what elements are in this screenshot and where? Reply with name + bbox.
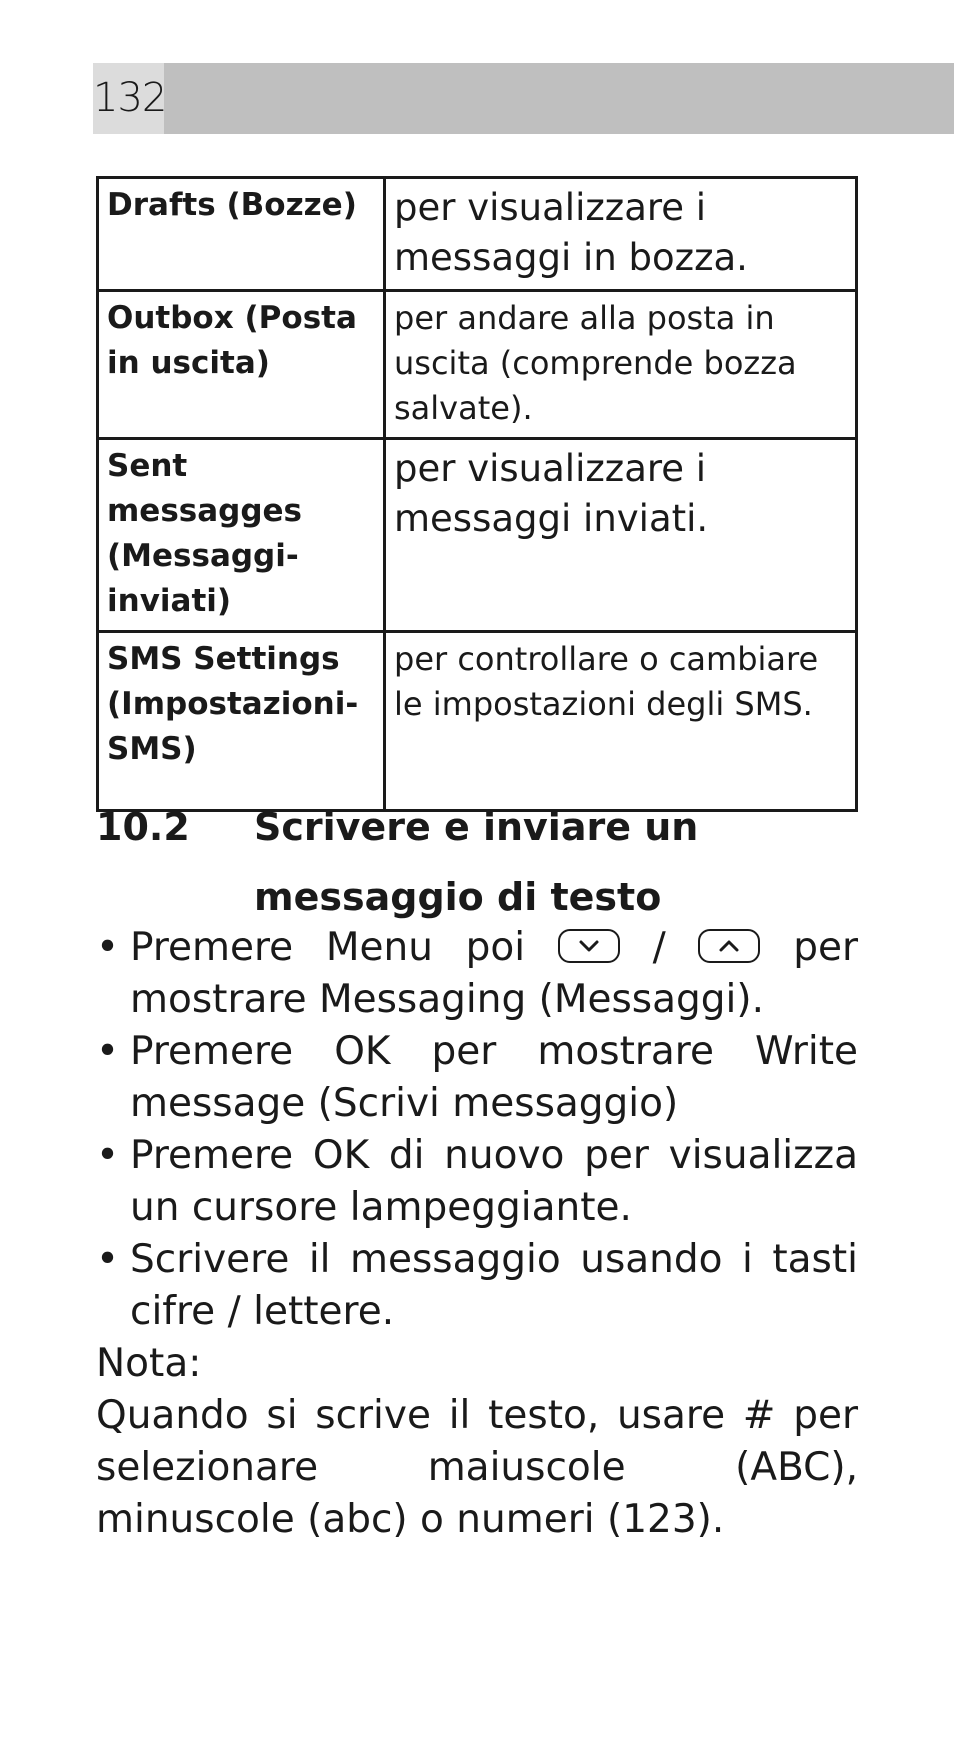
menu-item-description: per andare alla posta in uscita (comprende bozza salvate). <box>385 291 857 439</box>
instructions <box>96 922 858 1546</box>
instruction-text: Premere OK di nuovo per visualizza un cursore lampeggiante. <box>130 1133 858 1230</box>
table-row <box>98 632 857 811</box>
menu-item-description: per visualizzare i messaggi inviati. <box>385 439 857 632</box>
menu-item-name: Drafts (Bozze) <box>98 178 385 291</box>
chevron-down-key-icon <box>558 929 620 963</box>
menu-item-name: Sent messagges (Messaggi-inviati) <box>98 439 385 632</box>
page-number: 132 <box>93 63 164 134</box>
instruction-text: Premere OK per mostrare Write message (Scrivi messaggio) <box>130 1029 858 1126</box>
note-label: Nota: <box>96 1341 202 1386</box>
menu-item-description: per visualizzare i messaggi in bozza. <box>385 178 857 291</box>
messaging-menu-table <box>96 176 858 812</box>
instruction-list <box>96 922 858 1338</box>
note-text: Quando si scrive il testo, usare # per selezionare maiuscole (ABC), minuscole (abc) o numeri (123). <box>96 1393 858 1542</box>
menu-item-name: Outbox (Posta in uscita) <box>98 291 385 439</box>
instruction-text: per mostrare Messaging (Messaggi). <box>130 925 859 1022</box>
page-header-bar <box>93 63 954 134</box>
bullet-icon: • <box>96 1029 120 1074</box>
list-item <box>96 1130 858 1234</box>
table-row <box>98 439 857 632</box>
instruction-text: Scrivere il messaggio usando i tasti cifre / lettere. <box>130 1237 858 1334</box>
bullet-icon: • <box>96 1237 120 1282</box>
instruction-text: Premere Menu poi <box>130 925 526 970</box>
table-row <box>98 178 857 291</box>
section-title: Scrivere e inviare un messaggio di testo <box>254 805 699 919</box>
menu-item-name: SMS Settings (Impostazioni-SMS) <box>98 632 385 811</box>
list-item <box>96 1026 858 1130</box>
table-row <box>98 291 857 439</box>
section-number: 10.2 <box>96 805 190 849</box>
list-item <box>96 1234 858 1338</box>
slash-separator: / <box>652 925 666 970</box>
bullet-icon: • <box>96 925 120 970</box>
list-item <box>96 922 858 1026</box>
menu-item-description: per controllare o cambiare le impostazioni degli SMS. <box>385 632 857 811</box>
bullet-icon: • <box>96 1133 120 1178</box>
chevron-up-key-icon <box>698 929 760 963</box>
